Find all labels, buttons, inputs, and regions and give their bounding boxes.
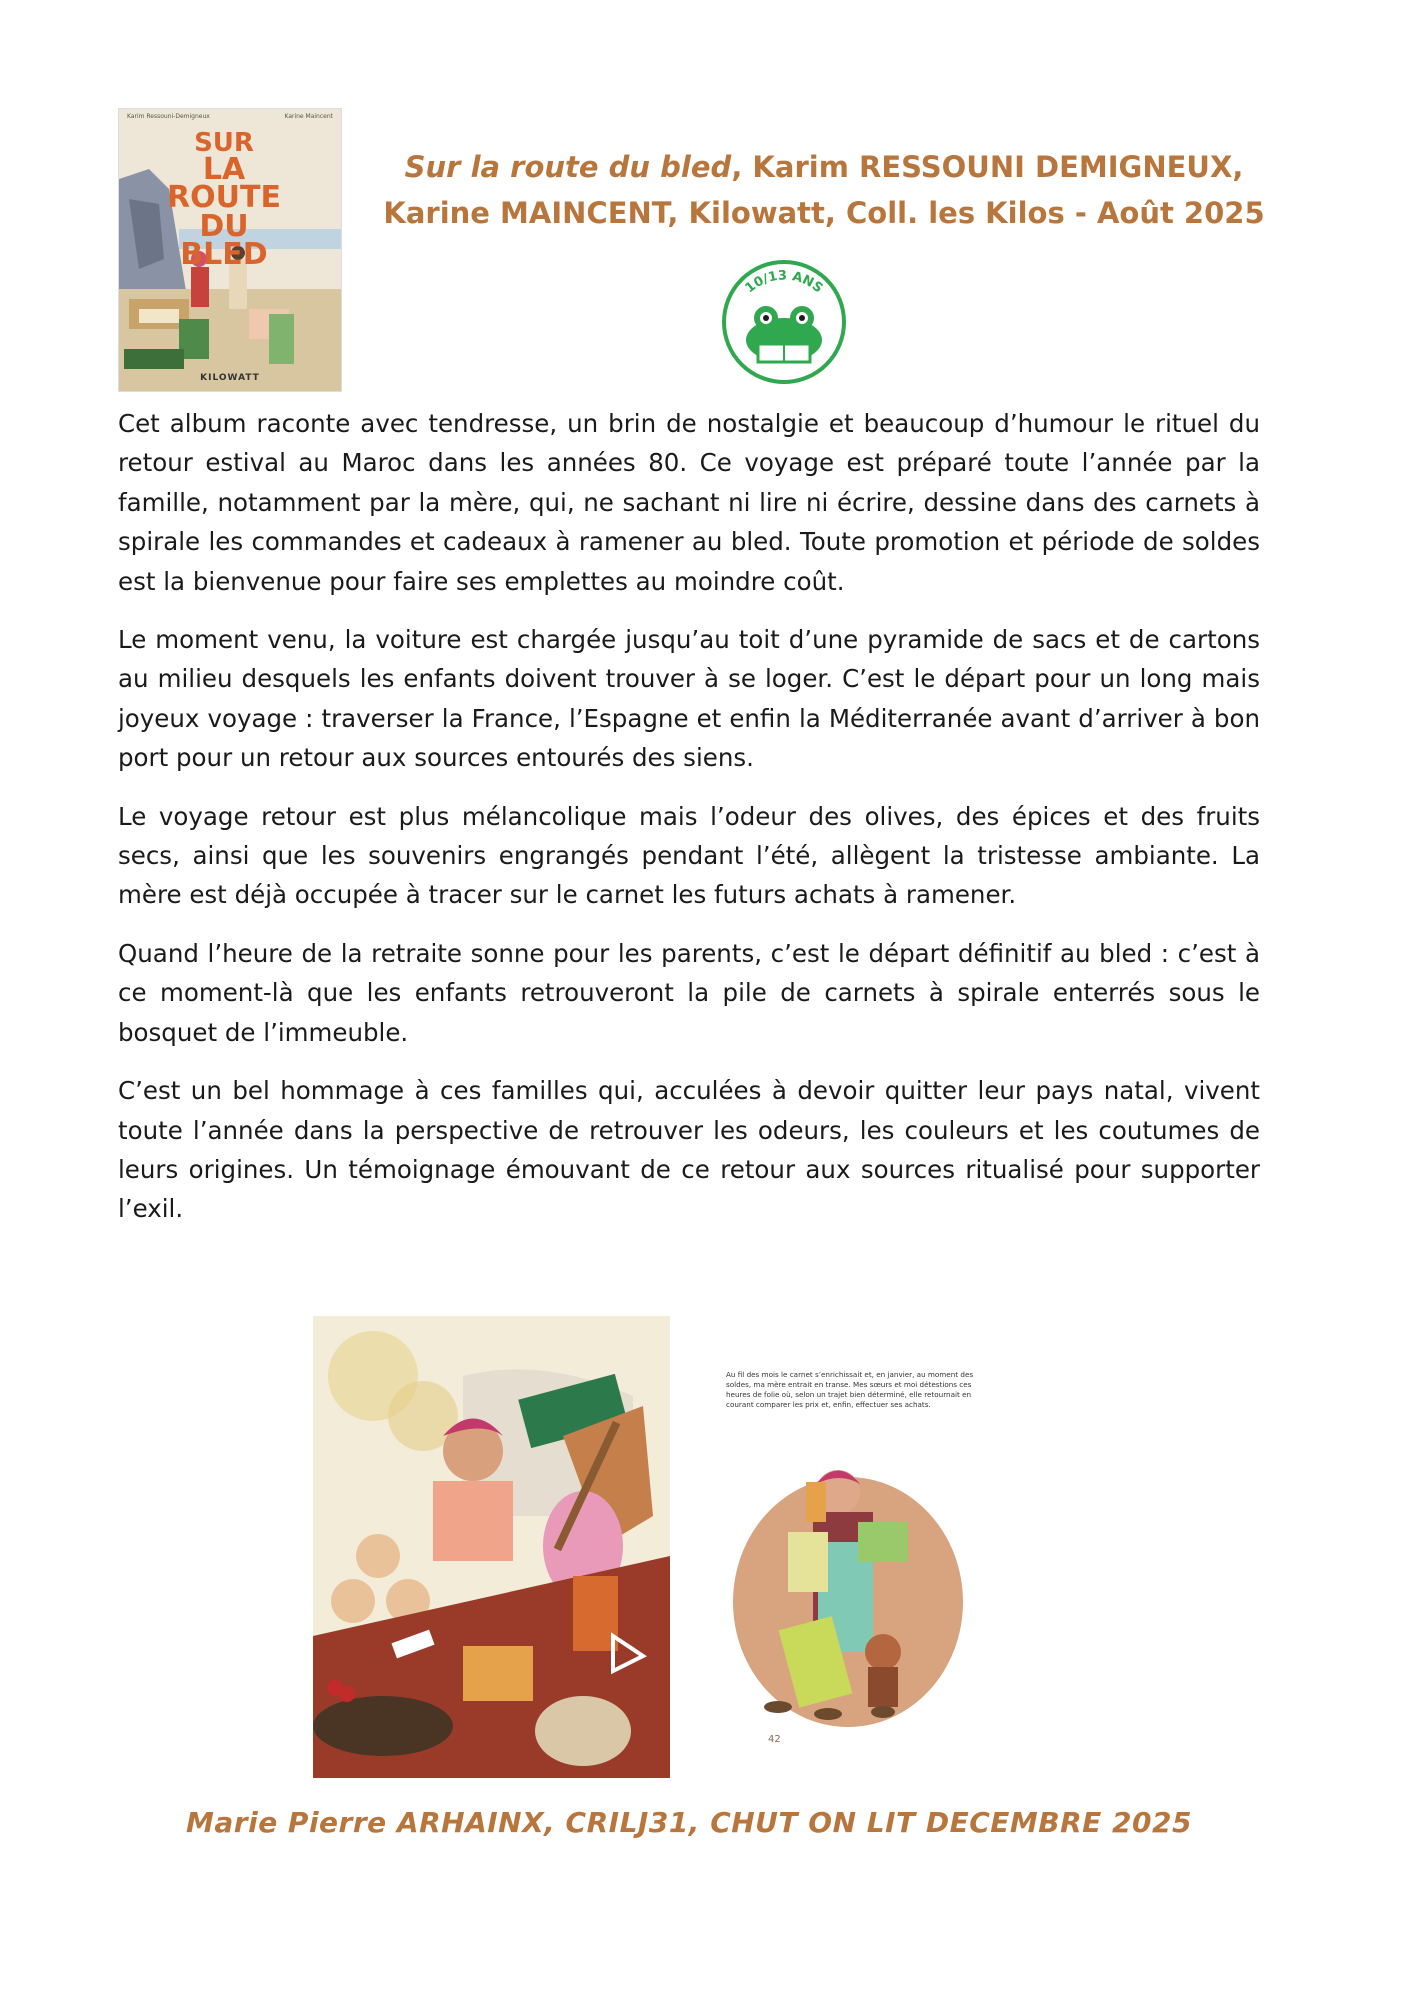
book-reference-title: [350, 144, 1298, 236]
review-paragraph: Le voyage retour est plus mélancolique mais l’odeur des olives, des épices et des fruits secs, ainsi que les souvenirs engrangés pendant l’été, allègent la tristesse ambiante. La mère est déjà occupée à tracer sur le carnet les futurs achats à ramener.: [118, 801, 1260, 910]
illustration-left: [313, 1316, 670, 1778]
review-paragraph: C’est un bel hommage à ces familles qui, acculées à devoir quitter leur pays natal, vivent toute l’année dans la perspective de retrouver les odeurs, les couleurs et les coutumes de leurs origines. Un témoignage émouvant de ce retour aux sources ritualisé pour supporter l’exil.: [118, 1076, 1260, 1224]
review-paragraph: Cet album raconte avec tendresse, un brin de nostalgie et beaucoup d’humour le rituel du retour estival au Maroc dans les années 80. Ce voyage est préparé toute l’année par la famille, notamment par la mère, qui, ne sachant ni lire ni écrire, dessine dans des carnets à spirale les commandes et cadeaux à ramener au bled. Toute promotion et période de soldes est la bienvenue pour faire ses emplettes au moindre coût.: [118, 409, 1260, 596]
book-title: Sur la route du bled: [404, 150, 732, 184]
illustration-right: [718, 1362, 1018, 1748]
cover-title-line1: SUR: [194, 128, 254, 158]
cover-title-line2: LA ROUTE: [167, 151, 281, 216]
header: [118, 108, 1298, 398]
cover-author-right: Karine Maincent: [284, 113, 333, 120]
review-paragraph: Le moment venu, la voiture est chargée jusqu’au toit d’une pyramide de sacs et de cartons au milieu desquels les enfants doivent trouver à se loger. C’est le départ pour un long mais joyeux voyage : traverser la France, l’Espagne et enfin la Méditerranée avant d’arriver à bon port pour un retour aux sources entourés des siens.: [118, 625, 1260, 773]
title-line-1: [350, 144, 1298, 190]
svg-text:42: 42: [768, 1734, 781, 1745]
cover-authors: [127, 113, 333, 120]
age-badge-label: 10/13 ANS: [742, 268, 826, 297]
cover-author-left: Karim Ressouni-Demigneux: [127, 113, 210, 120]
mother-shopping-illustration: [718, 1362, 1018, 1748]
age-badge: [718, 248, 850, 388]
cover-title-line3: DU BLED: [180, 208, 268, 273]
book-cover-image: [118, 108, 342, 392]
review-signature: Marie Pierre ARHAINX, CRILJ31, CHUT ON LIT DECEMBRE 2025: [186, 1806, 1192, 1839]
cover-title: [159, 128, 289, 273]
mother-with-instruments-illustration: [313, 1316, 670, 1778]
review-paragraph: Quand l’heure de la retraite sonne pour les parents, c’est le départ définitif au bled : c’est à ce moment-là que les enfants retrouveront la pile de carnets à spirale enterrés sous le bosquet de l’immeuble.: [118, 938, 1260, 1047]
title-line-2: Karine MAINCENT, Kilowatt, Coll. les Kilos - Août 2025: [383, 196, 1265, 230]
frog-reading-icon: [718, 248, 850, 388]
cover-publisher: KILOWATT: [200, 373, 260, 383]
illustration-caption: Au fil des mois le carnet s’enrichissait et, en janvier, au moment des soldes, ma mère entrait en transe. Mes sœurs et moi détestions ces heures de folie où, selon un trajet bien déterminé, elle retournait en courant comparer les prix et, enfin, effectuer ses achats.: [726, 1370, 974, 1409]
review-text: [118, 404, 1260, 1248]
title-line-1-rest: , Karim RESSOUNI DEMIGNEUX,: [731, 150, 1244, 184]
